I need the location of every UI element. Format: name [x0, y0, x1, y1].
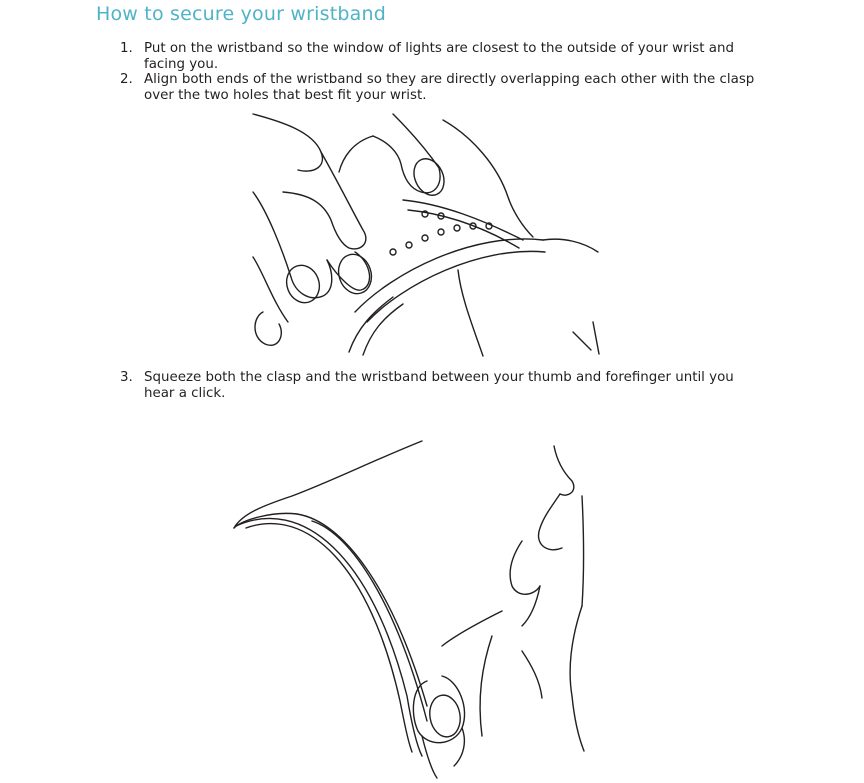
wristband-squeeze-illustration — [222, 436, 592, 783]
list-item — [120, 370, 760, 401]
step-text: Squeeze both the clasp and the wristband between your thumb and forefinger until you hear a click. — [144, 370, 734, 401]
list-item — [120, 72, 760, 103]
steps-list — [120, 41, 760, 103]
list-item — [120, 41, 760, 72]
step-number: 1. — [120, 41, 133, 56]
step-text: Align both ends of the wristband so they are directly overlapping each other with the clasp over the two holes that best fit your wrist. — [144, 72, 755, 103]
steps-list — [120, 370, 760, 401]
step-number: 2. — [120, 72, 133, 87]
step-number: 3. — [120, 370, 133, 385]
step-text: Put on the wristband so the window of lights are closest to the outside of your wrist and facing you. — [144, 41, 734, 72]
wristband-align-illustration — [243, 112, 603, 361]
page-title: How to secure your wristband — [96, 3, 386, 25]
